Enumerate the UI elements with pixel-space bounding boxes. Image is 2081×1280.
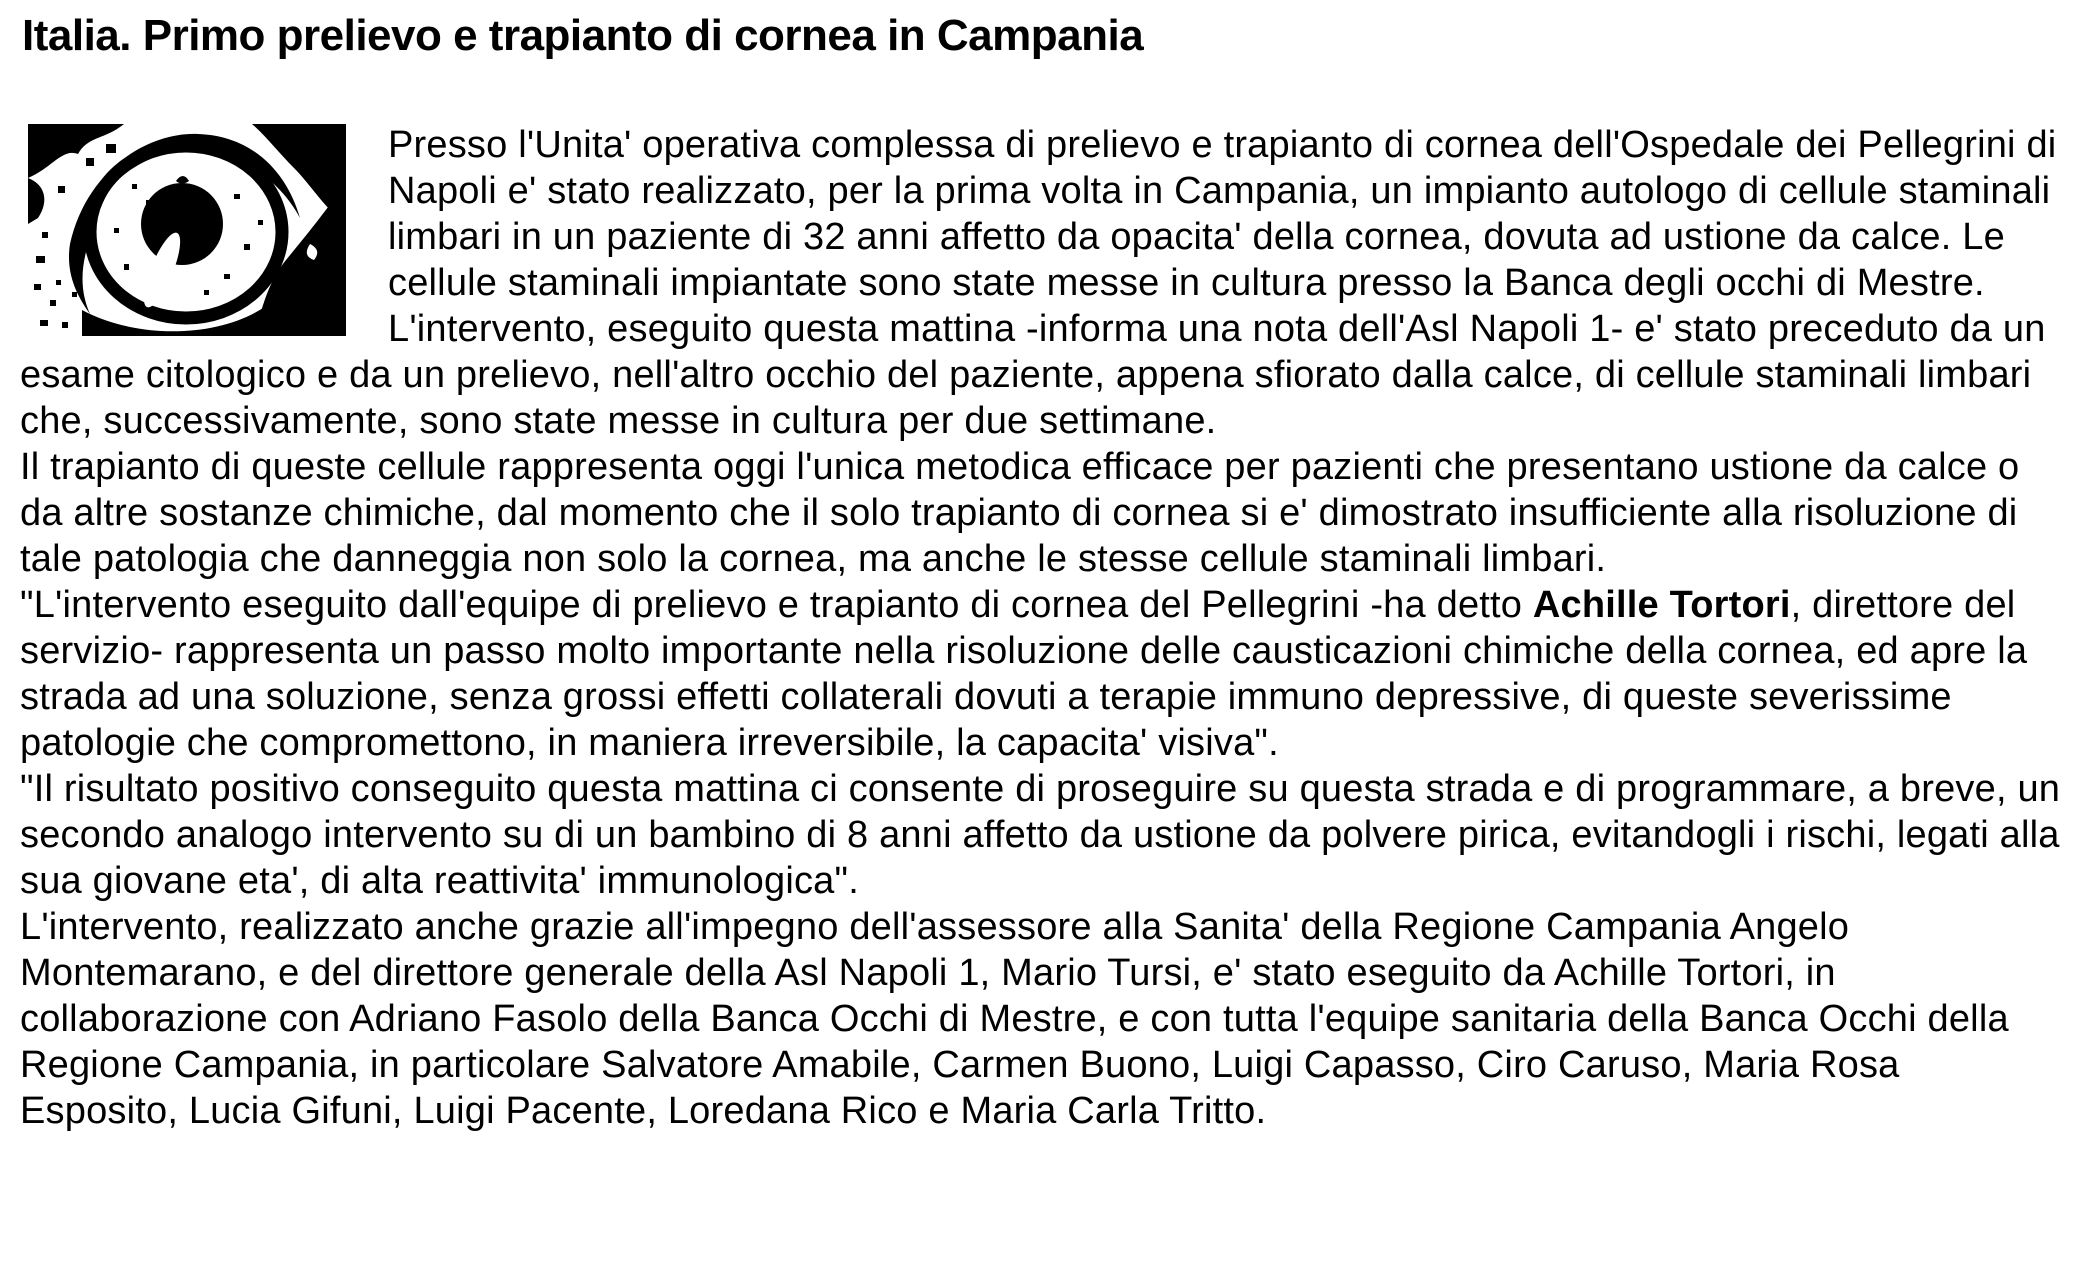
paragraph-6: L'intervento, realizzato anche grazie all'impegno dell'assessore alla Sanita' della Regione Campania Angelo Montemarano, e del direttore generale della Asl Napoli 1, Mario Tursi, e' stato eseguito da Achille Tortori, in collaborazione con Adriano Fasolo della Banca Occhi di Mestre, e con tutta l'equipe sanitaria della Banca Occhi della Regione Campania, in particolare Salvatore Amabile, Carmen Buono, Luigi Capasso, Ciro Caruso, Maria Rosa Esposito, Lucia Gifuni, Luigi Pacente, Loredana Rico e Maria Carla Tritto. bbox=[20, 906, 2009, 1133]
paragraph-4 bbox=[20, 582, 2061, 766]
eye-photo-graphic bbox=[28, 124, 346, 336]
article-title: Italia. Primo prelievo e trapianto di cornea in Campania bbox=[22, 11, 1144, 60]
paragraph-4-rest: , direttore del servizio- rappresenta un passo molto importante nella risoluzione delle causticazioni chimiche della cornea, ed apre la strada ad una soluzione, senza grossi effetti collaterali dovuti a terapie immuno depressive, di queste severissime patologie che compromettono, in maniera irreversibile, la capacita' visiva". bbox=[20, 584, 2028, 765]
paragraph-2: L'intervento, eseguito questa mattina -informa una nota dell'Asl Napoli 1- e' stato preceduto da un esame citologico e da un prelievo, nell'altro occhio del paziente, appena sfiorato dalla calce, di cellule staminali limbari che, successivamente, sono state messe in cultura per due settimane. bbox=[20, 308, 2046, 443]
paragraph-1: Presso l'Unita' operativa complessa di prelievo e trapianto di cornea dell'Ospedale dei Pellegrini di Napoli e' stato realizzato, per la prima volta in Campania, un impianto autologo di cellule staminali limbari in un paziente di 32 anni affetto da opacita' della cornea, dovuta ad ustione da calce. Le cellule staminali impiantate sono state messe in cultura presso la Banca degli occhi di Mestre. bbox=[388, 124, 2057, 305]
article-body bbox=[20, 122, 2061, 1134]
eye-photo bbox=[28, 124, 346, 336]
paragraph-5: "Il risultato positivo conseguito questa mattina ci consente di proseguire su questa strada e di programmare, a breve, un secondo analogo intervento su di un bambino di 8 anni affetto da ustione da polvere pirica, evitandogli i rischi, legati alla sua giovane eta', di alta reattivita' immunologica". bbox=[20, 768, 2061, 903]
person-name-achille-tortori: Achille Tortori bbox=[1532, 584, 1791, 627]
paragraph-4-lead: "L'intervento eseguito dall'equipe di prelievo e trapianto di cornea del Pellegrini -ha detto bbox=[20, 584, 1533, 627]
paragraph-3: Il trapianto di queste cellule rappresenta oggi l'unica metodica efficace per pazienti che presentano ustione da calce o da altre sostanze chimiche, dal momento che il solo trapianto di cornea si e' dimostrato insufficiente alla risoluzione di tale patologia che danneggia non solo la cornea, ma anche le stesse cellule staminali limbari. bbox=[20, 446, 2020, 581]
